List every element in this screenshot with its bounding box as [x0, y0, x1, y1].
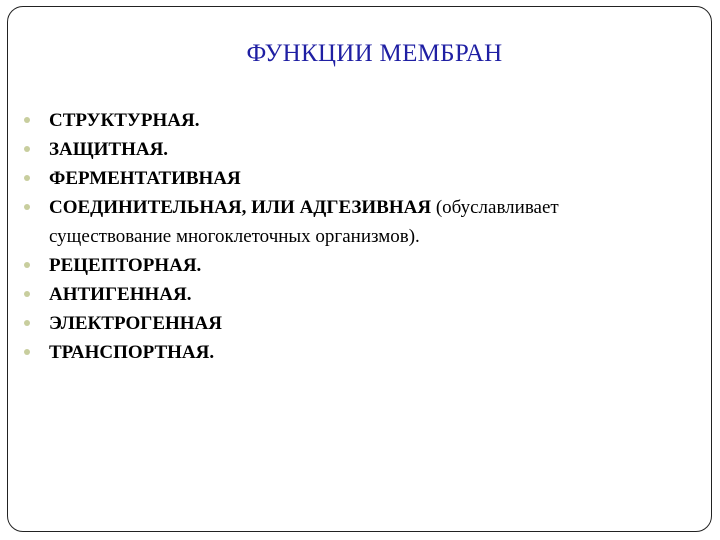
list-item: [24, 338, 704, 367]
bullet-icon: [24, 175, 30, 181]
item-lead-text: ТРАНСПОРТНАЯ.: [49, 342, 215, 363]
list-item: [24, 251, 704, 280]
list-item: [24, 193, 704, 251]
item-lead-text: АНТИГЕННАЯ.: [49, 284, 192, 305]
item-lead-text: ЗАЩИТНАЯ.: [49, 139, 169, 160]
bullet-icon: [24, 291, 30, 297]
list-item: [24, 164, 704, 193]
slide-frame: [7, 6, 712, 532]
bullet-icon: [24, 117, 30, 123]
bullet-icon: [24, 146, 30, 152]
slide-title: ФУНКЦИИ МЕМБРАН: [246, 40, 503, 67]
bullet-icon: [24, 320, 30, 326]
list-item: [24, 309, 704, 338]
list-item: [24, 280, 704, 309]
functions-list: [24, 106, 704, 367]
item-lead-text: СОЕДИНИТЕЛЬНАЯ, ИЛИ АДГЕЗИВНАЯ: [49, 197, 432, 218]
item-lead-text: ФЕРМЕНТАТИВНАЯ: [49, 168, 241, 189]
item-lead-text: СТРУКТУРНАЯ.: [49, 110, 200, 131]
list-item: [24, 135, 704, 164]
bullet-icon: [24, 204, 30, 210]
bullet-icon: [24, 262, 30, 268]
item-lead-text: ЭЛЕКТРОГЕННАЯ: [49, 313, 223, 334]
item-rest-text: (обуславливает: [431, 197, 559, 218]
item-lead-text: РЕЦЕПТОРНАЯ.: [49, 255, 202, 276]
bullet-icon: [24, 349, 30, 355]
list-item: [24, 106, 704, 135]
item-continuation-text: существование многоклеточных организмов).: [49, 226, 420, 247]
